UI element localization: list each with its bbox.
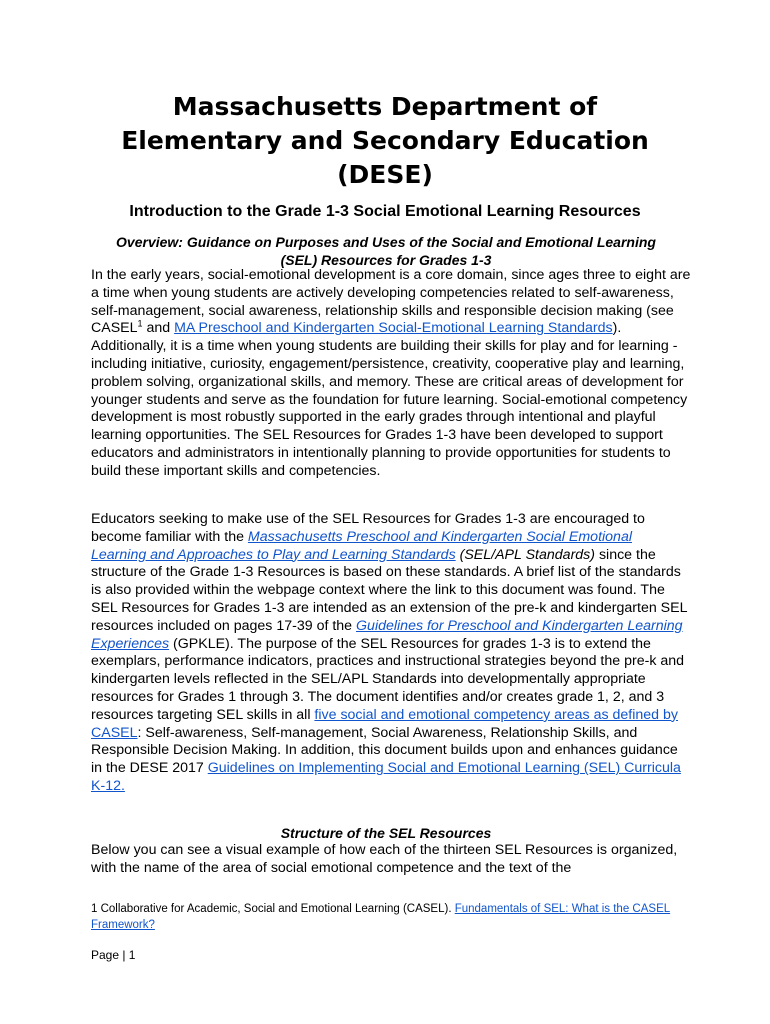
para2-text-5: : Self-awareness, Self-management, Social Awareness, Relationship Skills, and Responsible Decision Making. In addition, this document builds upon and enhances guidance in the DESE 2017 <box>91 724 678 777</box>
para2-text-3: since the structure of the Grade 1-3 Resources is based on these standards. A brief list of the standards is also provided within the webpage context where the link to this document was found. The SEL Resources for Grades 1-3 are intended as an extension of the pre-k and kindergarten SEL resources included on pages 17-39 of the <box>91 546 687 634</box>
link-sel-apl-standards[interactable]: Massachusetts Preschool and Kindergarten Social Emotional Learning and Approaches to Play and Learning Standards <box>91 528 632 563</box>
title-line-1: Massachusetts Department of <box>172 92 598 121</box>
para1-text-3: ). Additionally, it is a time when young students are building their skills for play and for learning - including initiative, curiosity, engagement/persistence, creativity, cooperative play and learning, problem solving, organizational skills, and memory. These are critical areas of development for younger students and serve as the foundation for future learning. Social-emotional competency development is most robustly supported in the early grades through intentional and playful learning opportunities. The SEL Resources for Grades 1-3 have been developed to support educators and administrators in intentionally planning to provide opportunities for students to build these important skills and competencies. <box>91 320 688 479</box>
para2-text-4: (GPKLE). The purpose of the SEL Resources for grades 1-3 is to extend the exemplars, performance indicators, practices and instructional strategies beyond the pre-k and kindergarten levels reflected in the SEL/APL Standards into developmentally appropriate resources for Grades 1 through 3. The document identifies and/or creates grade 1, 2, and 3 resources targeting SEL skills in all <box>91 635 685 723</box>
link-ma-sel-standards[interactable]: MA Preschool and Kindergarten Social-Emotional Learning Standards <box>174 320 613 337</box>
structure-heading: Structure of the SEL Resources <box>280 825 492 841</box>
link-gpkle[interactable]: Guidelines for Preschool and Kindergarten Learning Experiences <box>91 617 683 652</box>
link-casel-framework[interactable]: Fundamentals of SEL: What is the CASEL Framework? <box>91 903 671 931</box>
overview-heading <box>91 233 681 269</box>
paragraph-structure: Below you can see a visual example of how each of the thirteen SEL Resources is organized, with the name of the area of social emotional competence and the text of the <box>91 842 678 876</box>
page-number: Page | 1 <box>91 948 136 962</box>
overview-line-2: (SEL) Resources for Grades 1-3 <box>280 252 492 268</box>
title-line-2: Elementary and Secondary Education <box>121 126 649 155</box>
title-line-3: (DESE) <box>337 160 433 189</box>
link-sel-guidelines[interactable]: Guidelines on Implementing Social and Emotional Learning (SEL) Curricula K-12. <box>91 760 681 794</box>
page-title <box>60 90 710 192</box>
paragraph-intro <box>91 267 691 481</box>
subtitle: Introduction to the Grade 1-3 Social Emotional Learning Resources <box>129 203 641 220</box>
para2-text-1: Educators seeking to make use of the SEL Resources for Grades 1-3 are encouraged to become familiar with the <box>91 511 645 545</box>
para2-text-2: (SEL/APL Standards) <box>455 546 595 563</box>
para1-text-2: and <box>142 320 175 337</box>
footnote <box>91 902 681 933</box>
overview-line-1: Overview: Guidance on Purposes and Uses of the Social and Emotional Learning <box>116 234 656 250</box>
paragraph-educators <box>91 511 691 796</box>
para1-text-1: In the early years, social-emotional development is a core domain, since ages three to eight are a time when young students are actively developing competencies related to self-awareness, self-management, social awareness, relationship skills and responsible decision making (see CASEL <box>91 267 691 337</box>
footnote-ref[interactable]: 1 <box>137 318 143 329</box>
footnote-text: 1 Collaborative for Academic, Social and Emotional Learning (CASEL). <box>91 903 455 915</box>
link-casel-competencies[interactable]: five social and emotional competency areas as defined by CASEL <box>91 706 678 741</box>
